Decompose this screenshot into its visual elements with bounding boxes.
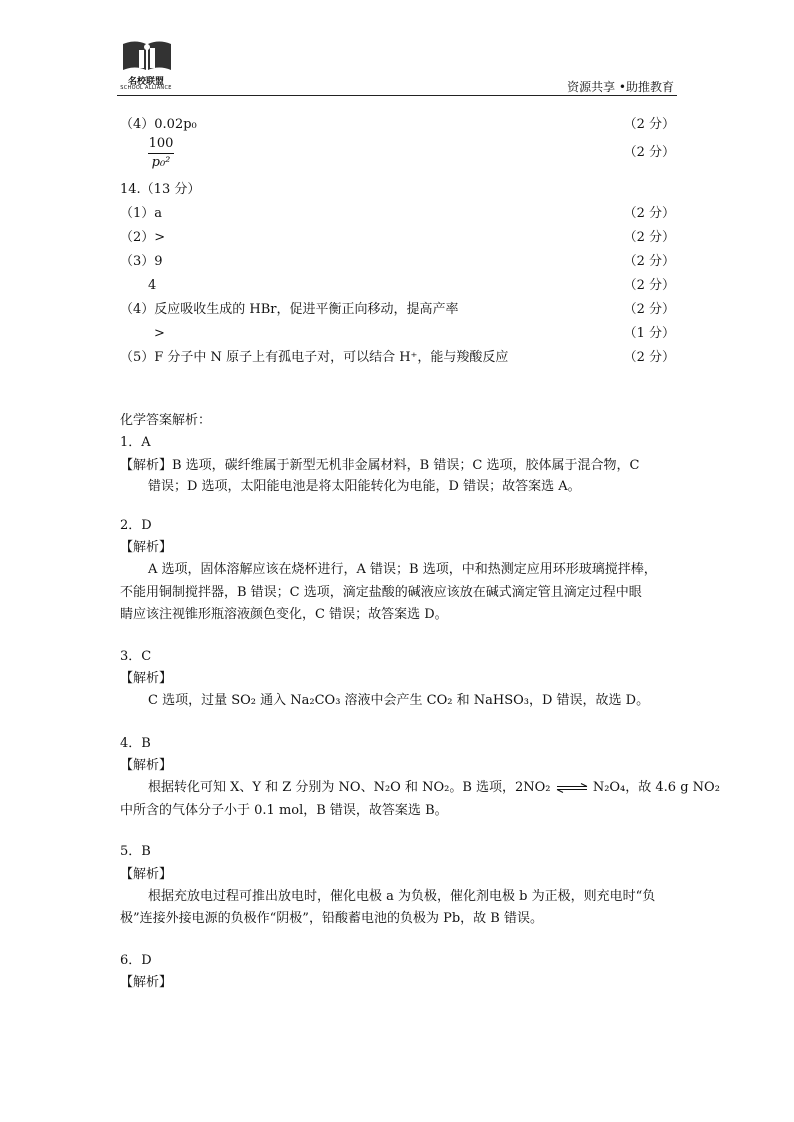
analysis-text: 中所含的气体分子小于 0.1 mol，B 错误，故答案选 B。 xyxy=(120,803,448,818)
answer-row-fraction xyxy=(120,144,675,162)
answer-row xyxy=(120,277,675,295)
analysis-text: A 选项，固体溶解应该在烧杯进行，A 错误；B 选项，中和热测定应用环形玻璃搅拌棒， xyxy=(148,562,657,577)
analysis-label: 【解析】 xyxy=(120,671,173,686)
analysis-text-part: 根据转化可知 X、Y 和 Z 分别为 NO、N₂O 和 NO₂。B 选项，2NO₂ xyxy=(148,780,551,795)
header-slogan: 资源共享 •助推教育 xyxy=(567,80,674,94)
answer-points: （2 分） xyxy=(623,254,675,269)
question-number: 5．B xyxy=(120,844,151,859)
answer-points: （2 分） xyxy=(623,350,675,365)
answer-label: 4 xyxy=(148,278,157,293)
analysis-title: 化学答案解析： xyxy=(120,413,212,428)
analysis-text-part: N₂O₄，故 4.6 g NO₂ xyxy=(592,780,720,795)
answer-points: （1 分） xyxy=(623,326,675,341)
analysis-text: 睛应该注视锥形瓶溶液颜色变化，C 错误；故答案选 D。 xyxy=(120,607,448,622)
analysis-label: 【解析】 xyxy=(120,758,173,773)
question-number: 4．B xyxy=(120,736,151,751)
logo-subtitle: SCHOOL ALLIANCE xyxy=(120,85,172,91)
equilibrium-arrow-icon xyxy=(555,783,589,793)
answer-label: （1）a xyxy=(120,206,163,221)
analysis-text xyxy=(148,779,720,797)
analysis-label: 【解析】 xyxy=(120,867,173,882)
analysis-label: 【解析】 xyxy=(120,540,173,555)
analysis-text: 极”连接外接电源的负极作“阴极”，铅酸蓄电池的负极为 Pb，故 B 错误。 xyxy=(120,911,543,926)
question-title: 14.（13 分） xyxy=(120,182,201,197)
answer-label: （5）F 分子中 N 原子上有孤电子对，可以结合 H⁺，能与羧酸反应 xyxy=(120,350,509,365)
answer-row xyxy=(120,229,675,247)
answer-points: （2 分） xyxy=(623,302,675,317)
question-number: 2．D xyxy=(120,518,152,533)
answer-points: （2 分） xyxy=(623,145,675,160)
answer-label: （2）> xyxy=(120,230,166,245)
question-14-title xyxy=(120,181,675,199)
answer-label: > xyxy=(154,326,165,341)
question-number: 6．D xyxy=(120,953,152,968)
analysis-text: 不能用铜制搅拌器，B 错误；C 选项，滴定盐酸的碱液应该放在碱式滴定管且滴定过程中眼 xyxy=(120,585,642,600)
fraction-denominator: p₀² xyxy=(151,155,171,170)
answer-row xyxy=(120,301,675,319)
answer-label: （4）0.02p₀ xyxy=(120,117,197,132)
book-logo-icon xyxy=(117,38,177,74)
answer-row xyxy=(120,253,675,271)
answer-points: （2 分） xyxy=(623,206,675,221)
header-divider xyxy=(117,95,677,96)
question-number: 1．A xyxy=(120,435,151,450)
analysis-text: 根据充放电过程可推出放电时，催化电极 a 为负极，催化剂电极 b 为正极，则充电时“负 xyxy=(148,889,656,904)
analysis-label: 【解析】 xyxy=(120,975,173,990)
answer-points: （2 分） xyxy=(623,230,675,245)
answer-points: （2 分） xyxy=(623,117,675,132)
answer-label: （3）9 xyxy=(120,254,163,269)
answer-row xyxy=(120,205,675,223)
answer-row xyxy=(120,349,675,367)
logo-name: 名校联盟 xyxy=(127,77,164,87)
answer-row-q13-4 xyxy=(120,116,675,134)
analysis-text: 错误；D 选项，太阳能电池是将太阳能转化为电能，D 错误；故答案选 A。 xyxy=(148,479,581,494)
answer-row xyxy=(120,325,675,343)
answer-points: （2 分） xyxy=(623,278,675,293)
question-number: 3．C xyxy=(120,649,152,664)
fraction-numerator: 100 xyxy=(148,136,174,151)
analysis-text: C 选项，过量 SO₂ 通入 Na₂CO₃ 溶液中会产生 CO₂ 和 NaHSO₃，D 错误，故选 D。 xyxy=(148,693,650,708)
analysis-text: 【解析】B 选项，碳纤维属于新型无机非金属材料，B 错误；C 选项，胶体属于混合物，C xyxy=(120,458,640,473)
answer-label: （4）反应吸收生成的 HBr，促进平衡正向移动，提高产率 xyxy=(120,302,459,317)
